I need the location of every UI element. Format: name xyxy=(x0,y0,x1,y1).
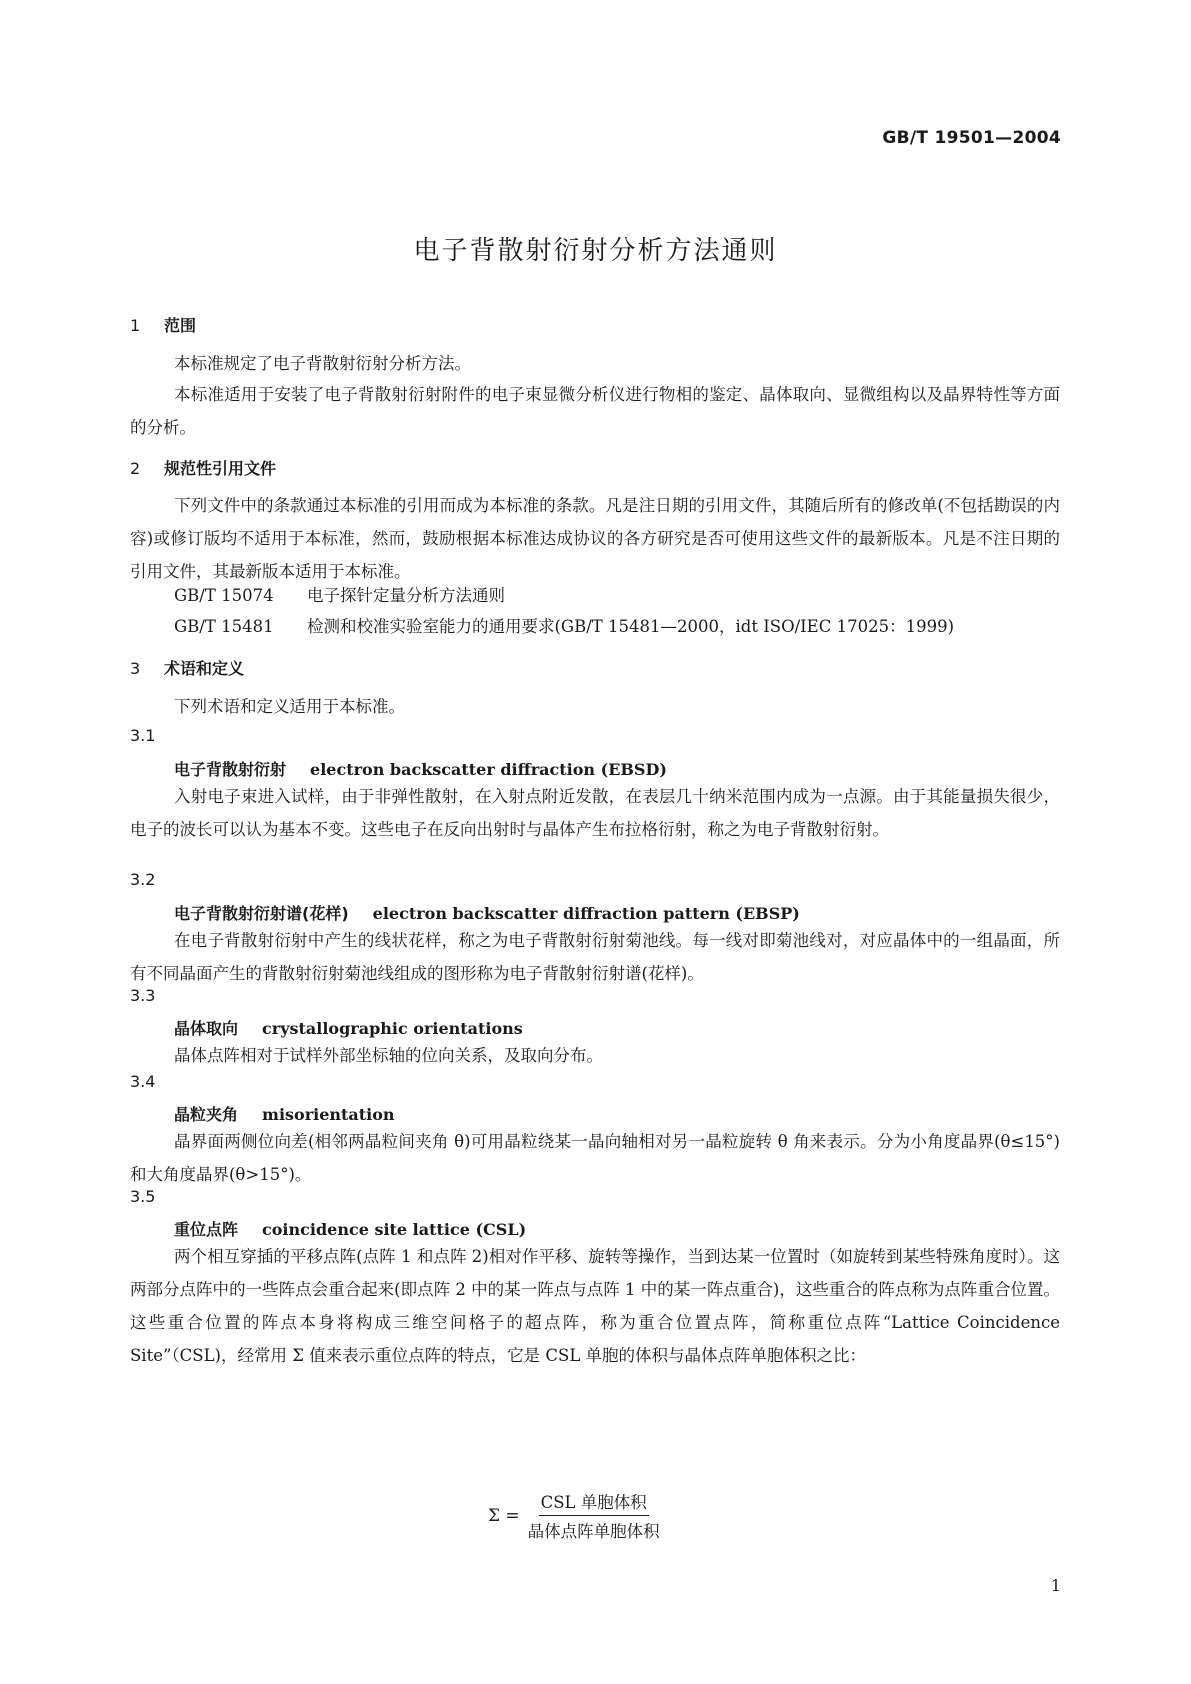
term-en: electron backscatter diffraction pattern (EBSP) xyxy=(372,904,800,923)
section-title: 术语和定义 xyxy=(164,659,245,678)
term-heading xyxy=(174,1102,395,1125)
section-title: 规范性引用文件 xyxy=(164,459,277,478)
term-definition: 入射电子束进入试样，由于非弹性散射，在入射点附近发散，在表层几十纳米范围内成为一点源。由于其能量损失很少，电子的波长可以认为基本不变。这些电子在反向出射时与晶体产生布拉格衍射，称之为电子背散射衍射。 xyxy=(130,787,1060,839)
clause-number: 3.1 xyxy=(130,726,156,745)
clause-number: 3.5 xyxy=(130,1187,156,1206)
clause-number: 3.4 xyxy=(130,1072,156,1091)
normative-reference xyxy=(174,582,505,606)
term-definition: 两个相互穿插的平移点阵(点阵 1 和点阵 2)相对作平移、旋转等操作，当到达某一位置时（如旋转到某些特殊角度时）。这两部分点阵中的一些阵点会重合起来(即点阵 2 中的某一阵点与点阵 1 中的某一阵点重合)，这些重合的阵点称为点阵重合位置。这些重合位置的阵点本身将构成三维空间格子的超点阵，称为重合位置点阵，简称重位点阵“Lattice Coincidence Site”（CSL)，经常用 Σ 值来表示重位点阵的特点，它是 CSL 单胞的体积与晶体点阵单胞体积之比： xyxy=(130,1247,1060,1365)
formula-fraction xyxy=(528,1489,660,1542)
section-title: 范围 xyxy=(164,316,197,335)
page-number: 1 xyxy=(1050,1576,1061,1595)
clause-number: 3.3 xyxy=(130,986,156,1005)
section-2-paragraph: 下列文件中的条款通过本标准的引用而成为本标准的条款。凡是注日期的引用文件，其随后所有的修改单(不包括勘误的内容)或修订版均不适用于本标准，然而，鼓励根据本标准达成协议的各方研究是否可使用这些文件的最新版本。凡是不注日期的引用文件，其最新版本适用于本标准。 xyxy=(130,496,1060,581)
term-definition: 晶体点阵相对于试样外部坐标轴的位向关系，及取向分布。 xyxy=(174,1046,603,1065)
term-zh: 晶体取向 xyxy=(174,1019,239,1038)
clause-number: 3.2 xyxy=(130,870,156,889)
term-definition: 晶界面两侧位向差(相邻两晶粒间夹角 θ)可用晶粒绕某一晶向轴相对另一晶粒旋转 θ 角来表示。分为小角度晶界(θ≤15°)和大角度晶界(θ>15°)。 xyxy=(130,1132,1060,1184)
normative-reference xyxy=(174,613,954,637)
term-zh: 晶粒夹角 xyxy=(174,1105,239,1124)
section-3-heading xyxy=(130,656,244,679)
section-3-intro: 下列术语和定义适用于本标准。 xyxy=(174,697,405,716)
section-1-heading xyxy=(130,313,196,336)
sigma-formula xyxy=(488,1489,660,1542)
standard-number: GB/T 19501—2004 xyxy=(882,128,1061,148)
formula-lhs: Σ = xyxy=(488,1505,520,1526)
reference-title: 电子探针定量分析方法通则 xyxy=(307,586,505,605)
term-heading xyxy=(174,1217,526,1240)
section-number: 2 xyxy=(130,459,141,478)
term-heading xyxy=(174,757,667,780)
section-1-paragraph-1: 本标准规定了电子背散射衍射分析方法。 xyxy=(174,354,471,373)
formula-numerator: CSL 单胞体积 xyxy=(539,1489,649,1516)
term-heading xyxy=(174,1016,523,1039)
section-1-paragraph-2: 本标准适用于安装了电子背散射衍射附件的电子束显微分析仪进行物相的鉴定、晶体取向、显微组构以及晶界特性等方面的分析。 xyxy=(130,385,1060,437)
term-en: crystallographic orientations xyxy=(262,1019,523,1038)
section-number: 1 xyxy=(130,316,141,335)
reference-code: GB/T 15074 xyxy=(174,586,274,605)
section-2-heading xyxy=(130,456,276,479)
term-definition: 在电子背散射衍射中产生的线状花样，称之为电子背散射衍射菊池线。每一线对即菊池线对，对应晶体中的一组晶面，所有不同晶面产生的背散射衍射菊池线组成的图形称为电子背散射衍射谱(花样)。 xyxy=(130,931,1060,983)
document-title: 电子背散射衍射分析方法通则 xyxy=(413,236,778,266)
section-number: 3 xyxy=(130,659,141,678)
term-en: electron backscatter diffraction (EBSD) xyxy=(310,760,667,779)
term-heading xyxy=(174,901,800,924)
term-zh: 重位点阵 xyxy=(174,1220,239,1239)
term-zh: 电子背散射衍射 xyxy=(174,760,287,779)
term-zh: 电子背散射衍射谱(花样) xyxy=(174,904,349,923)
formula-denominator: 晶体点阵单胞体积 xyxy=(527,1522,660,1541)
term-en: coincidence site lattice (CSL) xyxy=(262,1220,527,1239)
term-en: misorientation xyxy=(262,1105,395,1124)
reference-title: 检测和校准实验室能力的通用要求(GB/T 15481—2000，idt ISO/IEC 17025：1999) xyxy=(307,617,955,636)
reference-code: GB/T 15481 xyxy=(174,617,274,636)
